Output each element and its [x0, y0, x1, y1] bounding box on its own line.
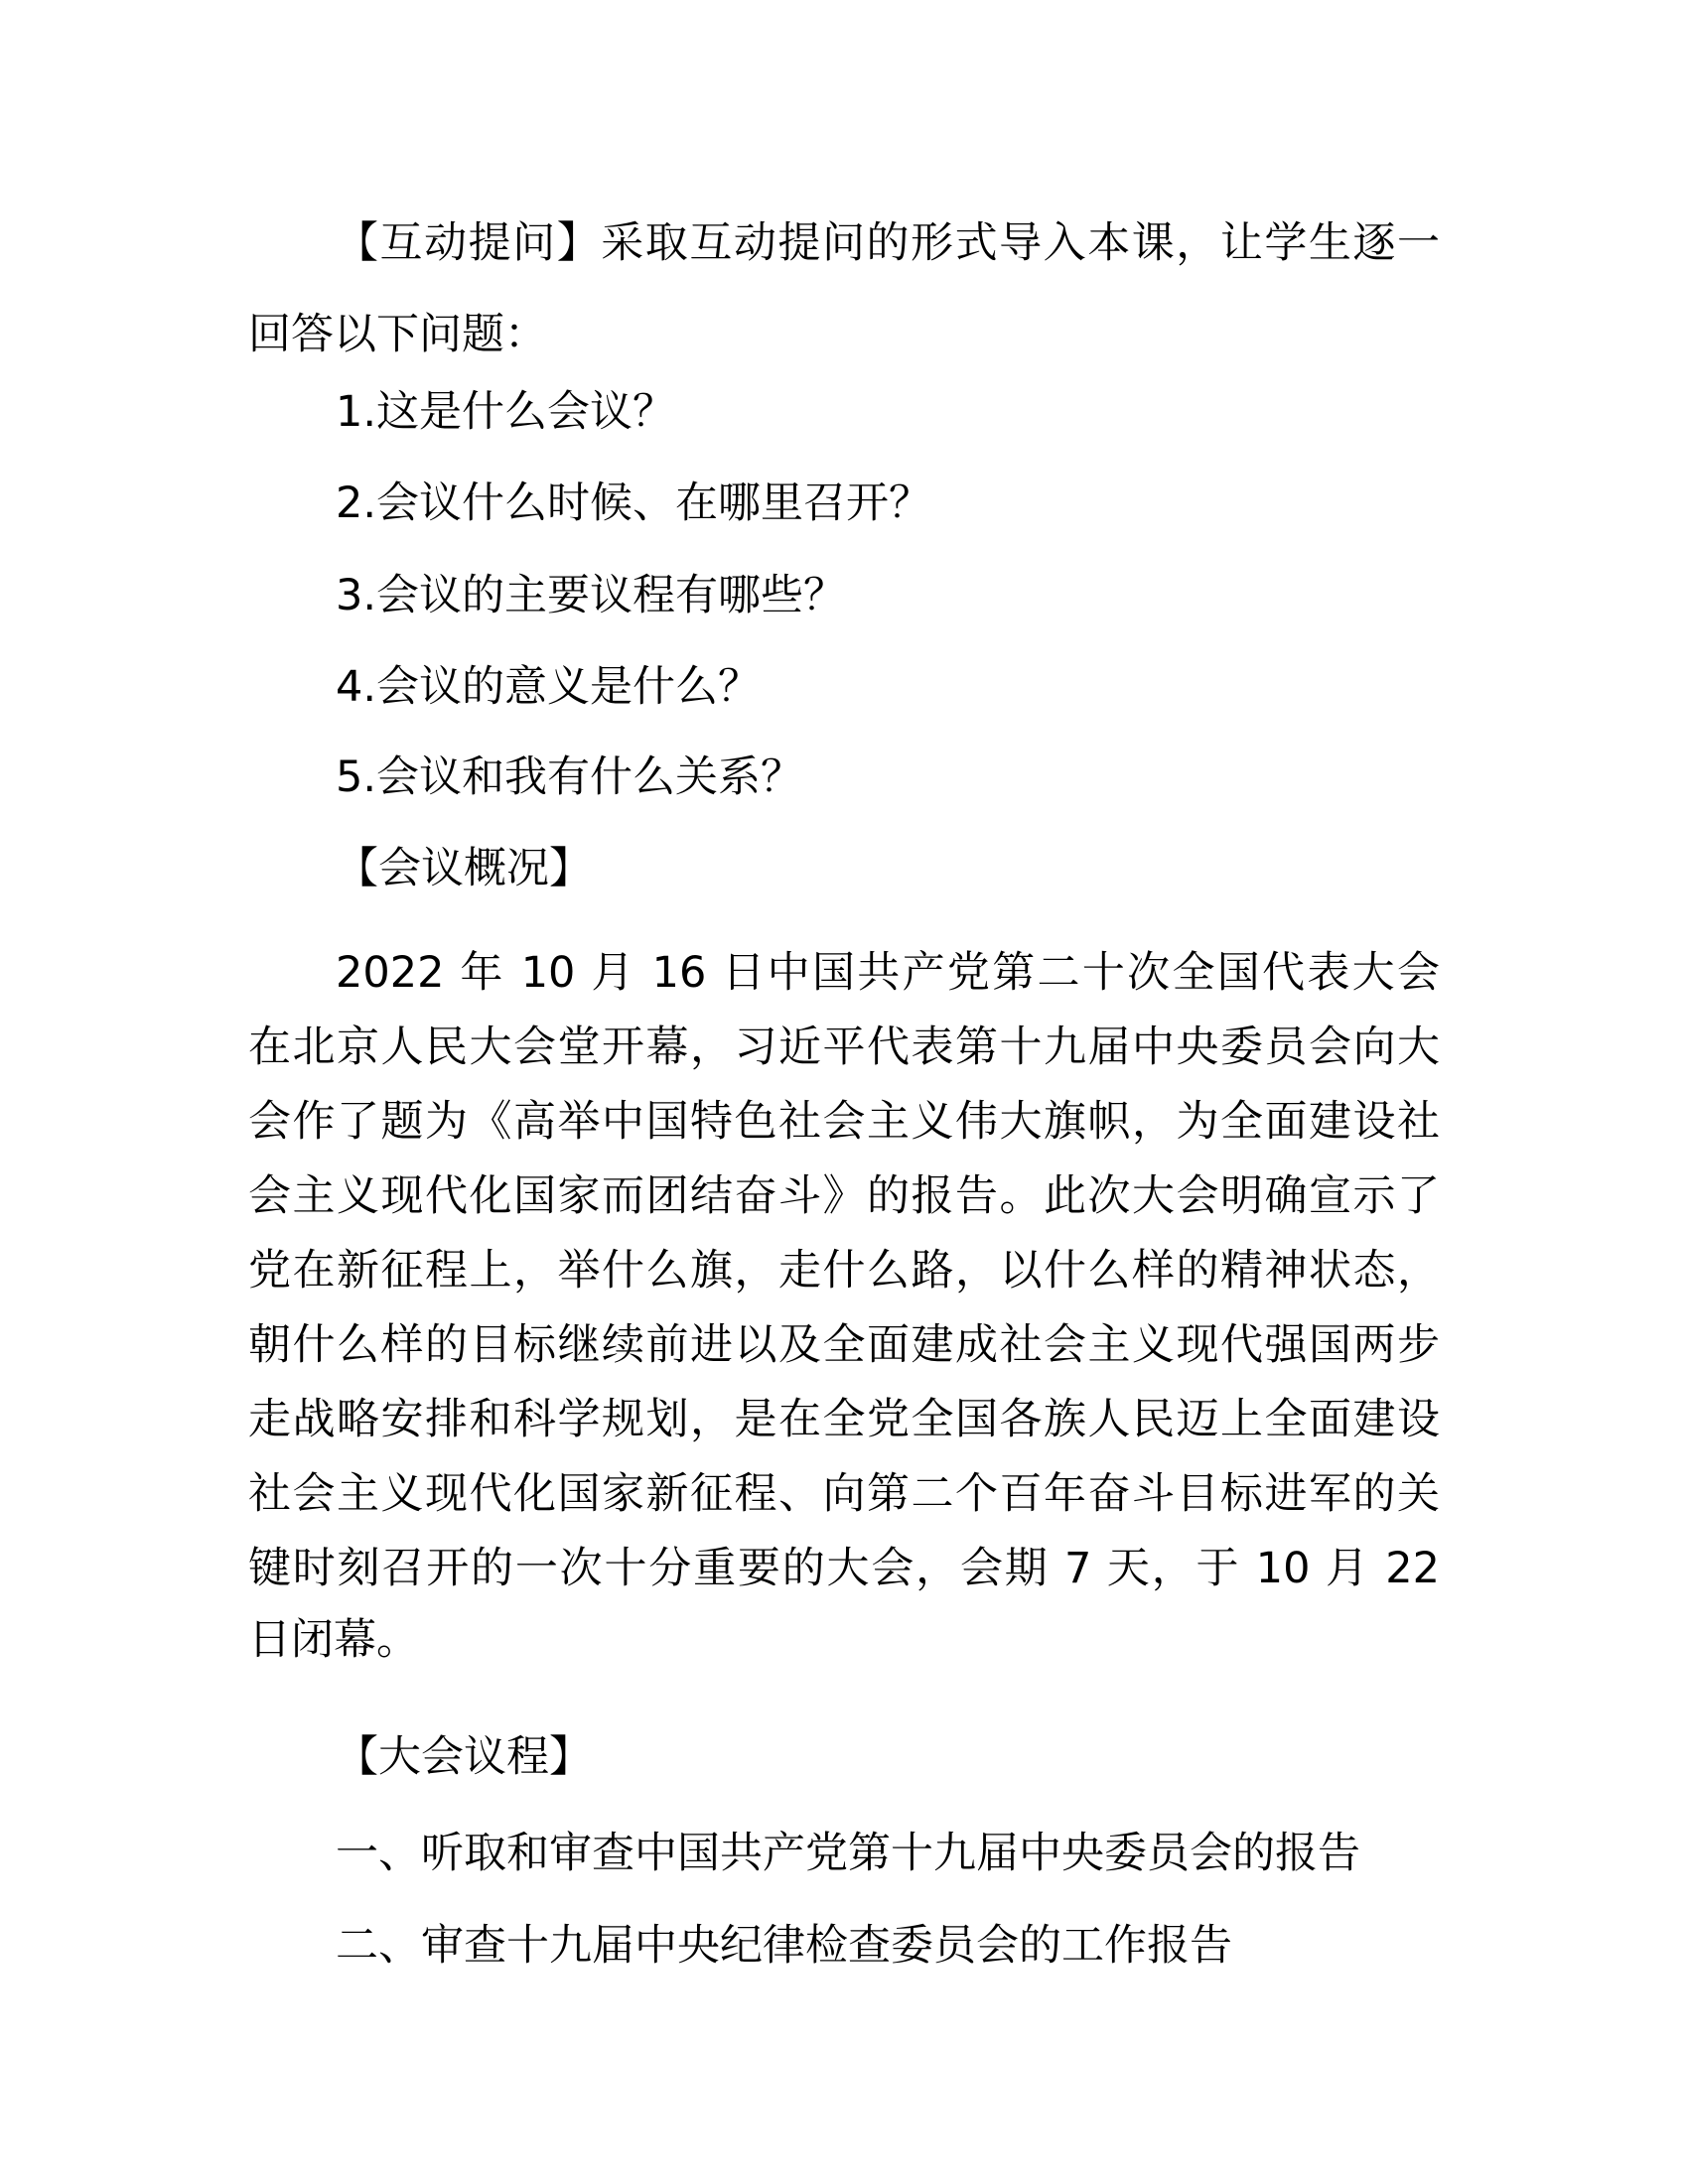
overview-line-2: 在北京人民大会堂开幕，习近平代表第十九届中央委员会向大 [248, 1023, 1440, 1072]
overview-line-9: 键时刻召开的一次十分重要的大会，会期 7 天，于 10 月 22 [248, 1544, 1440, 1593]
question-2: 2.会议什么时候、在哪里召开？ [336, 478, 932, 528]
question-3: 3.会议的主要议程有哪些？ [336, 571, 847, 620]
question-4: 4.会议的意义是什么？ [336, 662, 762, 712]
intro-line-2: 回答以下问题： [248, 310, 547, 359]
agenda-heading: 【大会议程】 [336, 1732, 592, 1782]
overview-line-6: 朝什么样的目标继续前进以及全面建成社会主义现代强国两步 [248, 1320, 1440, 1370]
overview-line-8: 社会主义现代化国家新征程、向第二个百年奋斗目标进军的关 [248, 1469, 1440, 1519]
overview-line-5: 党在新征程上，举什么旗，走什么路，以什么样的精神状态， [248, 1246, 1440, 1296]
agenda-item-2: 二、审查十九届中央纪律检查委员会的工作报告 [336, 1921, 1232, 1971]
question-5: 5.会议和我有什么关系？ [336, 752, 804, 802]
intro-line-1: 【互动提问】采取互动提问的形式导入本课，让学生逐一 [336, 218, 1440, 268]
overview-line-10: 日闭幕。 [248, 1615, 419, 1665]
overview-heading: 【会议概况】 [336, 844, 592, 893]
agenda-item-1: 一、听取和审查中国共产党第十九届中央委员会的报告 [336, 1829, 1360, 1878]
overview-line-4: 会主义现代化国家而团结奋斗》的报告。此次大会明确宣示了 [248, 1171, 1440, 1221]
overview-line-3: 会作了题为《高举中国特色社会主义伟大旗帜，为全面建设社 [248, 1097, 1440, 1147]
question-1: 1.这是什么会议？ [336, 387, 676, 437]
overview-line-7: 走战略安排和科学规划，是在全党全国各族人民迈上全面建设 [248, 1395, 1440, 1444]
overview-line-1: 2022 年 10 月 16 日中国共产党第二十次全国代表大会 [336, 948, 1440, 998]
